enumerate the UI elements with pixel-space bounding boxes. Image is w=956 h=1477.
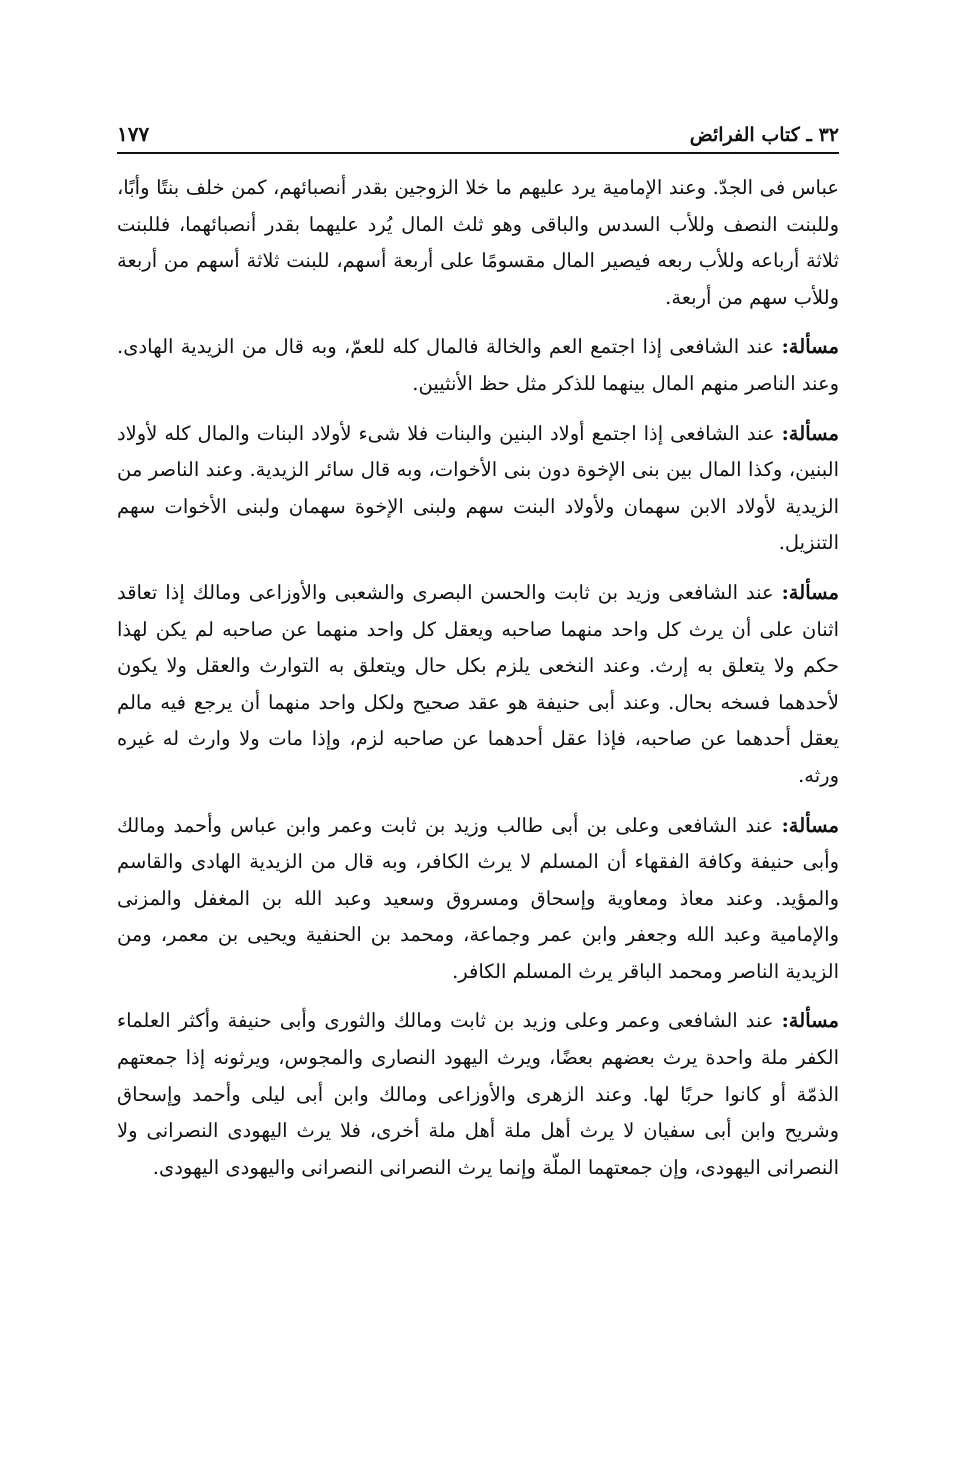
paragraph-text: عند الشافعى إذا اجتمع أولاد البنين والبنات فلا شىء لأولاد البنات والمال كله لأولاد البنين، وكذا المال بين بنى الإخوة دون بنى الأخوات، وبه قال سائر الزيدية. وعند الناصر من الزيدية لأولاد الابن سهمان ولأولاد البنت سهم ولبنى الإخوة سهمان ولبنى الأخوات سهم التنزيل. bbox=[117, 421, 839, 555]
issue-label: مسألة: bbox=[781, 1009, 839, 1033]
paragraph-text: عند الشافعى وزيد بن ثابت والحسن البصرى والشعبى والأوزاعى ومالك إذا تعاقد اثنان على أن يرث كل واحد منهما صاحبه ويعقل كل واحد منهما عن صاحبه لم يكن لهذا حكم ولا يتعلق به إرث. وعند النخعى يلزم بكل حال ويتعلق به التوارث والعقل ولا يكون لأحدهما فسخه بحال. وعند أبى حنيفة هو عقد صحيح ولكل واحد منهما أن يرجع فيه مالم يعقل أحدهما عن صاحبه، فإذا عقل أحدهما عن صاحبه لزم، وإذا مات ولا وارث له غيره ورثه. bbox=[117, 580, 839, 787]
paragraph-text: عند الشافعى وعمر وعلى وزيد بن ثابت ومالك والثورى وأبى حنيفة وأكثر العلماء الكفر ملة واحدة يرث بعضهم بعضًا، ويرث اليهود النصارى والمجوس، ويرثونه إذا جمعتهم الذمّة أو كانوا حربًا لها. وعند الزهرى والأوزاعى ومالك وابن أبى ليلى وأحمد وإسحاق وشريح وابن أبى سفيان لا يرث أهل ملة أهل ملة أخرى، فلا يرث اليهودى النصرانى ولا النصرانى اليهودى، وإن جمعتهما الملّة وإنما يرث النصرانى النصرانى واليهودى اليهودى. bbox=[117, 1009, 839, 1179]
paragraph bbox=[117, 1003, 839, 1186]
issue-label: مسألة: bbox=[781, 335, 839, 359]
page-number: ١٧٧ bbox=[117, 122, 150, 146]
page-header bbox=[117, 116, 839, 154]
paragraph-text: عباس فى الجدّ. وعند الإمامية يرد عليهم ما خلا الزوجين بقدر أنصبائهم، كمن خلف بنتًا وأبًا، وللبنت النصف وللأب السدس والباقى وهو ثلث المال يُرد عليهما بقدر أنصبائهما، فللبنت ثلاثة أرباعه وللأب ربعه فيصير المال مقسومًا على أربعة أسهم، للبنت ثلاثة أسهم من أربعة وللأب سهم من أربعة. bbox=[117, 176, 839, 309]
paragraph bbox=[117, 329, 839, 402]
paragraph-text: عند الشافعى إذا اجتمع العم والخالة فالمال كله للعمّ، وبه قال من الزيدية الهادى. وعند الناصر منهم المال بينهما للذكر مثل حظ الأنثيين. bbox=[117, 335, 839, 395]
chapter-title: ٣٢ ـ كتاب الفرائض bbox=[689, 124, 839, 146]
paragraph bbox=[117, 170, 839, 316]
issue-label: مسألة: bbox=[781, 421, 839, 445]
paragraph-text: عند الشافعى وعلى بن أبى طالب وزيد بن ثابت وعمر وابن عباس وأحمد ومالك وأبى حنيفة وكافة الفقهاء أن المسلم لا يرث الكافر، وبه قال من الزيدية الهادى والقاسم والمؤيد. وعند معاذ ومعاوية وإسحاق ومسروق وسعيد وعبد الله بن المغفل والمزنى والإمامية وعبد الله وجعفر وابن عمر وجماعة، ومحمد بن الحنفية ويحيى بن معمر، ومن الزيدية الناصر ومحمد الباقر يرث المسلم الكافر. bbox=[117, 813, 839, 983]
paragraph bbox=[117, 416, 839, 562]
page-body bbox=[117, 170, 839, 1199]
issue-label: مسألة: bbox=[781, 813, 839, 837]
paragraph bbox=[117, 808, 839, 991]
issue-label: مسألة: bbox=[781, 580, 839, 604]
paragraph bbox=[117, 575, 839, 795]
